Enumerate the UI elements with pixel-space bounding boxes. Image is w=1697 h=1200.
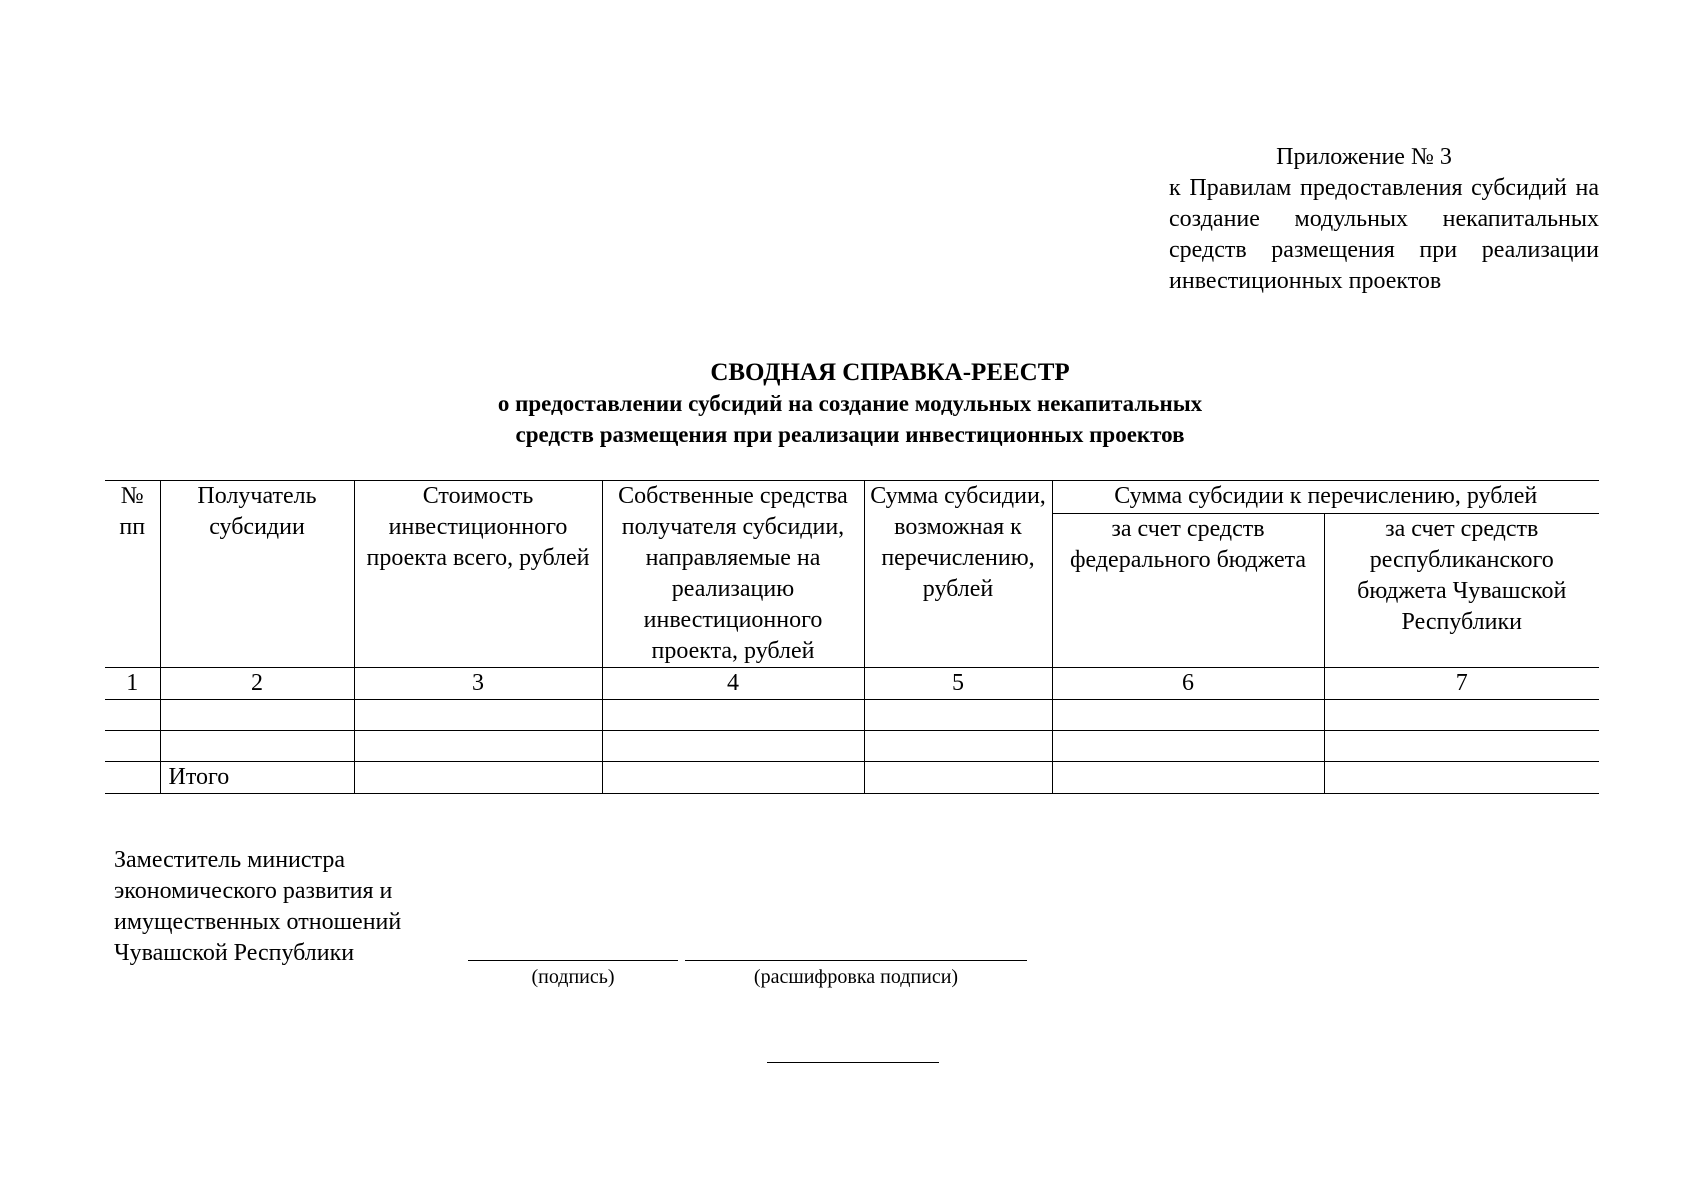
signature-caption: (подпись): [531, 966, 615, 988]
table-cell: [1052, 762, 1324, 794]
table-cell: [105, 762, 160, 794]
header-no: № пп: [105, 481, 160, 668]
header-subsidy-possible: Сумма субсидии, возможная к перечислению, рублей: [864, 481, 1052, 668]
total-row: [105, 762, 1599, 794]
table-cell: [354, 762, 602, 794]
column-numbers-row: [105, 668, 1599, 700]
title-line-2: средств размещения при реализации инвестиционных проектов: [515, 422, 1185, 447]
column-number: 5: [864, 668, 1052, 700]
column-number: 2: [160, 668, 354, 700]
title-main: СВОДНАЯ СПРАВКА-РЕЕСТР: [710, 359, 1070, 386]
signature-decode-line: [685, 960, 1027, 961]
table-cell: [1324, 762, 1599, 794]
header-republic: за счет средств республиканского бюджета Чувашской Республики: [1324, 514, 1599, 668]
signatory-position: Заместитель министра экономического развития и имущественных отношений Чувашской Республики: [114, 847, 402, 966]
column-number: 3: [354, 668, 602, 700]
header-subsidy-transfer: Сумма субсидии к перечислению, рублей: [1052, 481, 1599, 514]
column-number: 7: [1324, 668, 1599, 700]
header-cost: Стоимость инвестиционного проекта всего, рублей: [354, 481, 602, 668]
table-cell: [105, 731, 160, 762]
table-cell: [1052, 731, 1324, 762]
table-cell: [160, 731, 354, 762]
table-cell: [105, 700, 160, 731]
table-cell: [354, 731, 602, 762]
table-cell: [602, 762, 864, 794]
header-federal: за счет средств федерального бюджета: [1052, 514, 1324, 668]
table-cell: [1052, 700, 1324, 731]
header-recipient: Получатель субсидии: [160, 481, 354, 668]
signature-line: [468, 960, 678, 961]
header-own-funds: Собственные средства получателя субсидии, направляемые на реализацию инвестиционного проекта, рублей: [602, 481, 864, 668]
table-cell: [1324, 731, 1599, 762]
appendix-number: Приложение № 3: [1276, 144, 1452, 170]
document-title: [100, 357, 1600, 450]
table-cell: [602, 731, 864, 762]
closing-separator-line: [767, 1062, 939, 1063]
table-cell: [864, 731, 1052, 762]
table-cell: [354, 700, 602, 731]
table-cell: [160, 700, 354, 731]
appendix-block: [1169, 142, 1599, 297]
table-cell: [602, 700, 864, 731]
table-cell: [1324, 700, 1599, 731]
column-number: 4: [602, 668, 864, 700]
registry-table: [105, 480, 1599, 794]
column-number: 6: [1052, 668, 1324, 700]
signature-decode-caption: (расшифровка подписи): [753, 966, 959, 988]
appendix-text: к Правилам предоставления субсидий на создание модульных некапитальных средств размещения при реализации инвестиционных проектов: [1169, 175, 1599, 294]
table-row: [105, 700, 1599, 731]
table-cell: [864, 762, 1052, 794]
title-line-1: о предоставлении субсидий на создание модульных некапитальных: [497, 391, 1203, 416]
table-row: [105, 731, 1599, 762]
total-label: Итого: [160, 762, 354, 794]
table-cell: [864, 700, 1052, 731]
column-number: 1: [105, 668, 160, 700]
